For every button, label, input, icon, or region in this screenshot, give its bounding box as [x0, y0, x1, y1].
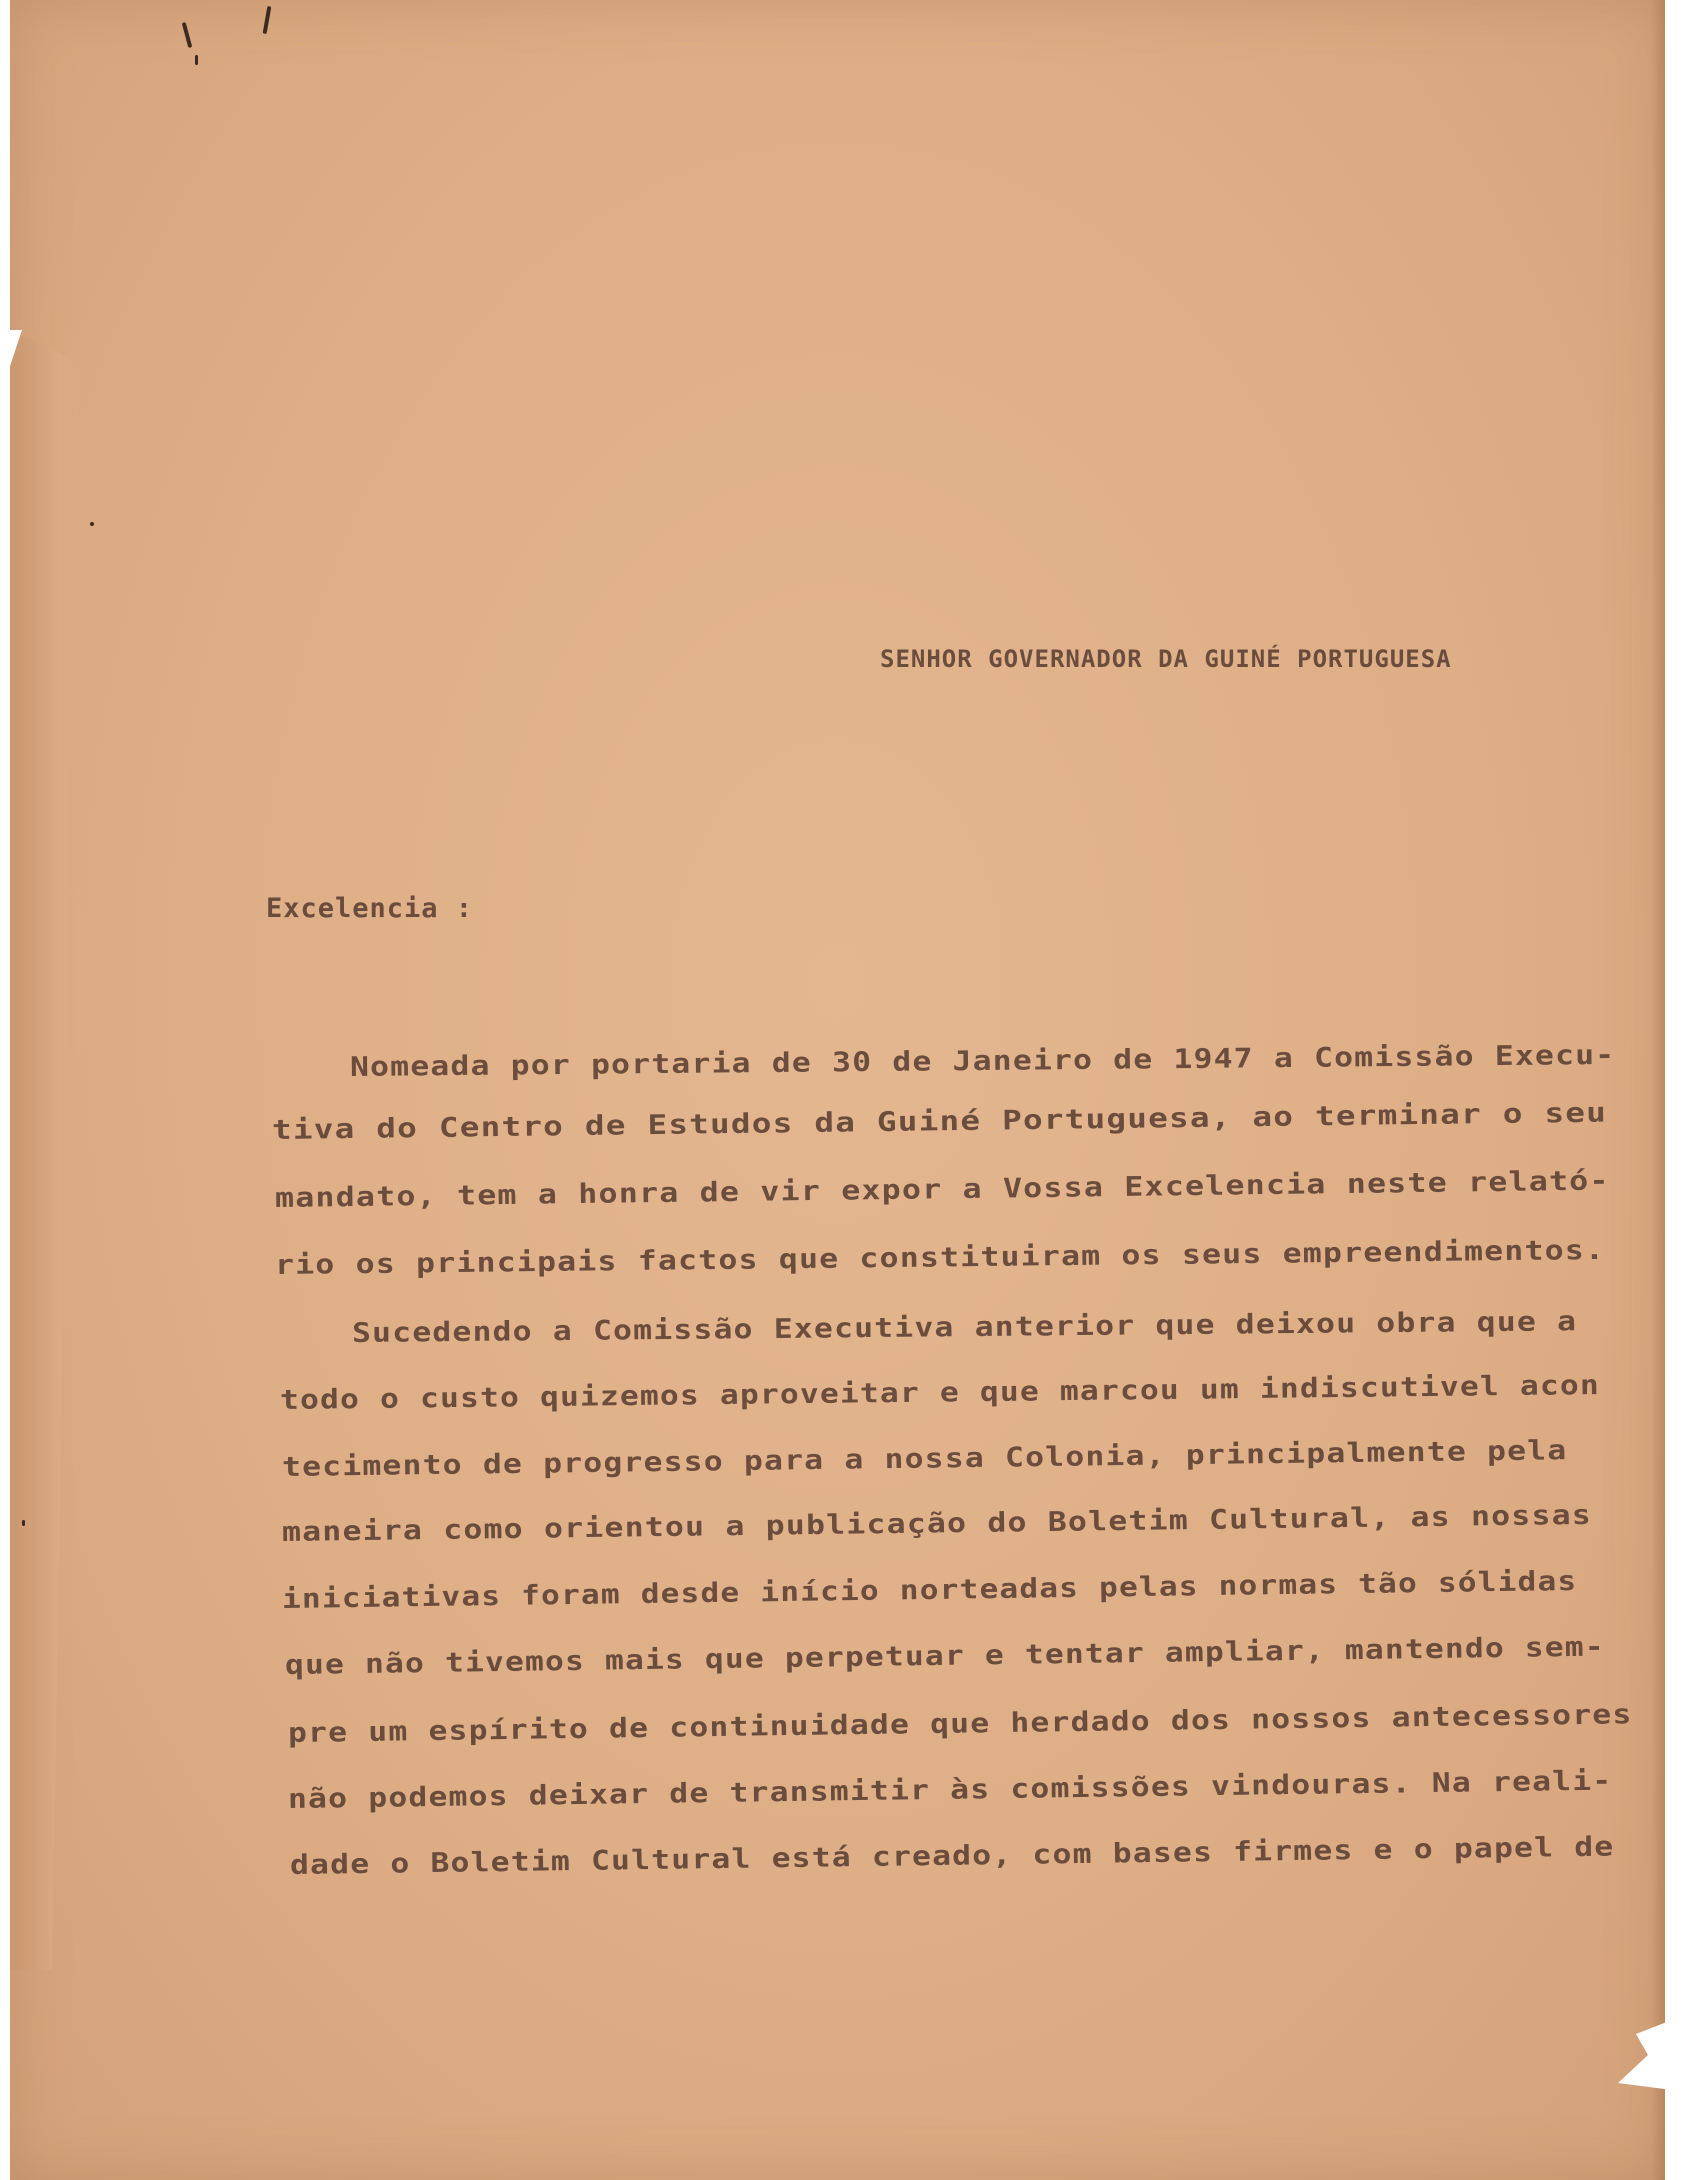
letter-body-line: pre um espírito de continuidade que herdado dos nossos antecessores: [287, 1699, 1633, 1749]
letter-body-line: Sucedendo a Comissão Executiva anterior que deixou obra que a: [351, 1306, 1578, 1349]
addressee-heading: SENHOR GOVERNADOR DA GUINÉ PORTUGUESA: [880, 645, 1452, 673]
letter-body-line: maneira como orientou a publicação do Boletim Cultural, as nossas: [281, 1499, 1593, 1548]
ink-dot: [90, 522, 94, 526]
salutation: Excelencia :: [266, 893, 474, 924]
letter-body-line: tecimento de progresso para a nossa Colonia, principalmente pela: [281, 1435, 1568, 1483]
letter-body-line: que não tivemos mais que perpetuar e tentar ampliar, mantendo sem-: [284, 1631, 1606, 1681]
paper-fold-left: [10, 330, 80, 1970]
letter-body-line: rio os principais factos que constituiram os seus empreendimentos.: [274, 1234, 1606, 1281]
letter-body-line: dade o Boletim Cultural está creado, com bases firmes e o papel de: [289, 1831, 1615, 1881]
ink-dot: [22, 1520, 25, 1526]
letter-body-line: não podemos deixar de transmitir às comissões vindouras. Na reali-: [287, 1765, 1613, 1815]
letter-body-line: mandato, tem a honra de vir expor a Vossa Excelencia neste relató-: [274, 1165, 1610, 1214]
letter-body-line: iniciativas foram desde início norteadas pelas normas tão sólidas: [281, 1565, 1578, 1615]
ink-mark: [195, 55, 198, 65]
letter-body-line: todo o custo quizemos aproveitar e que marcou um indiscutivel acon: [279, 1370, 1601, 1416]
letter-body-line: tiva do Centro de Estudos da Guiné Portuguesa, ao terminar o seu: [271, 1097, 1608, 1146]
letter-body-line: Nomeada por portaria de 30 de Janeiro de 1947 a Comissão Execu-: [349, 1039, 1616, 1083]
paper-edge-right: [1651, 0, 1665, 2180]
